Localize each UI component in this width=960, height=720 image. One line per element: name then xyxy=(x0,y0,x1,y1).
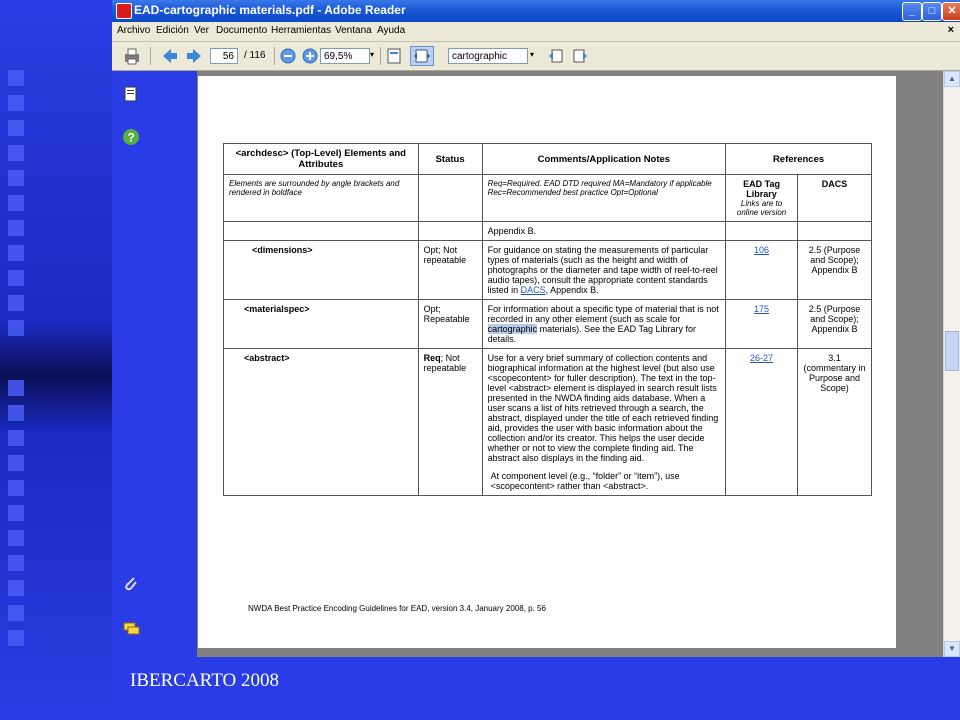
dacs-cell: 2.5 (Purpose and Scope); Appendix B xyxy=(798,241,872,300)
adobe-reader-icon xyxy=(116,3,132,19)
empty-cell xyxy=(798,222,872,241)
decor-square xyxy=(8,630,24,646)
menu-documento[interactable]: Documento xyxy=(216,25,268,36)
toolbar-separator xyxy=(274,47,275,65)
ead-ref-link[interactable]: 175 xyxy=(754,304,770,314)
ead-tag-library-header xyxy=(726,175,798,222)
maximize-button[interactable]: □ xyxy=(922,2,942,21)
dacs-cell: 2.5 (Purpose and Scope); Appendix B xyxy=(798,300,872,349)
scroll-down-icon[interactable]: ▼ xyxy=(944,641,960,657)
dacs-header: DACS xyxy=(798,175,872,222)
decor-square xyxy=(8,480,24,496)
decor-square xyxy=(8,245,24,261)
menu-edicion[interactable]: Edición xyxy=(156,25,189,36)
search-input[interactable]: cartographic xyxy=(448,48,528,64)
decor-square xyxy=(8,580,24,596)
search-dropdown-icon[interactable]: ▾ xyxy=(530,50,535,59)
zoom-in-icon[interactable] xyxy=(300,46,320,66)
decor-square xyxy=(8,270,24,286)
decor-square xyxy=(8,505,24,521)
element-name: <abstract> xyxy=(224,349,419,496)
close-document-icon[interactable]: × xyxy=(947,24,954,36)
elements-note: Elements are surrounded by angle brackets and rendered in boldface xyxy=(224,175,419,222)
comments-text: , Appendix B. xyxy=(545,285,599,295)
search-highlight: cartographic xyxy=(487,324,538,334)
guidelines-table xyxy=(223,143,872,496)
ead-ref-cell xyxy=(726,349,798,496)
scroll-up-icon[interactable]: ▲ xyxy=(944,71,960,87)
find-previous-icon[interactable] xyxy=(546,46,566,66)
comments-text: At component level (e.g., “folder” or “item”), use <scopecontent> rather than <abstract>. xyxy=(490,471,680,491)
decor-square xyxy=(8,295,24,311)
decor-square xyxy=(8,320,24,336)
comments-icon[interactable] xyxy=(122,620,140,638)
decor-square xyxy=(8,95,24,111)
pdf-page-footer: NWDA Best Practice Encoding Guidelines for EAD, version 3.4, January 2008, p. 56 xyxy=(248,604,546,613)
attachments-icon[interactable] xyxy=(122,575,140,593)
decor-square xyxy=(8,170,24,186)
ead-ref-cell xyxy=(726,300,798,349)
ead-ref-cell xyxy=(726,241,798,300)
element-name: <materialspec> xyxy=(224,300,419,349)
dacs-cell: 3.1 (commentary in Purpose and Scope) xyxy=(798,349,872,496)
close-button[interactable]: ✕ xyxy=(942,2,960,21)
vertical-scrollbar[interactable] xyxy=(943,71,960,657)
menu-archivo[interactable]: Archivo xyxy=(117,25,151,36)
decor-square xyxy=(8,405,24,421)
comments-cell xyxy=(482,349,726,496)
decor-square xyxy=(8,555,24,571)
pages-icon[interactable] xyxy=(122,85,140,103)
decor-square xyxy=(8,605,24,621)
zoom-input[interactable]: 69,5% xyxy=(320,48,370,64)
empty-cell xyxy=(418,175,482,222)
table-row xyxy=(224,241,872,300)
decor-square xyxy=(8,120,24,136)
comments-text: For guidance on stating the measurements of particular types of materials (such as the height and width of photographs or the diameter and tape width of reel-to-reel audio tapes), consult the appropriate content standards listed in xyxy=(487,245,718,295)
svg-text:?: ? xyxy=(127,130,135,145)
toolbar xyxy=(112,42,960,71)
decor-square xyxy=(8,145,24,161)
menu-herramientas[interactable]: Herramientas xyxy=(271,25,332,36)
previous-page-icon[interactable] xyxy=(160,46,180,66)
status-cell xyxy=(418,349,482,496)
table-row xyxy=(224,222,872,241)
window-title: EAD-cartographic materials.pdf - Adobe Reader xyxy=(134,3,406,17)
element-name: <dimensions> xyxy=(224,241,419,300)
title-bar xyxy=(112,0,960,22)
decor-square xyxy=(8,430,24,446)
empty-cell xyxy=(224,222,419,241)
ead-tag-library-label: EAD Tag Library xyxy=(743,179,780,199)
page-total: / 116 xyxy=(244,50,266,61)
empty-cell xyxy=(418,222,482,241)
status-required: Req xyxy=(423,353,441,363)
fit-page-icon[interactable] xyxy=(384,46,404,66)
zoom-out-icon[interactable] xyxy=(278,46,298,66)
menu-ver[interactable]: Ver xyxy=(194,25,210,36)
comments-cell xyxy=(482,241,726,300)
status-cell: Opt; Repeatable xyxy=(418,300,482,349)
table-row xyxy=(224,300,872,349)
comments-text: For information about a specific type of material that is not recorded in any other element (such as scale for xyxy=(487,304,719,324)
toolbar-separator xyxy=(380,47,381,65)
menu-ventana[interactable]: Ventana xyxy=(335,25,372,36)
table-header-row xyxy=(224,144,872,175)
header-elements: <archdesc> (Top-Level) Elements and Attributes xyxy=(224,144,419,175)
toolbar-separator xyxy=(150,47,151,65)
page-number-input[interactable]: 56 xyxy=(210,48,238,64)
decor-square xyxy=(8,530,24,546)
print-icon[interactable] xyxy=(122,46,142,66)
decor-square xyxy=(8,70,24,86)
table-subheader-row xyxy=(224,175,872,222)
menu-ayuda[interactable]: Ayuda xyxy=(377,25,406,36)
header-references: References xyxy=(726,144,872,175)
navigation-panel xyxy=(112,71,197,657)
ead-ref-link[interactable]: 26-27 xyxy=(750,353,774,363)
empty-cell xyxy=(726,222,798,241)
zoom-dropdown-icon[interactable]: ▾ xyxy=(370,50,375,59)
dacs-link[interactable]: DACS xyxy=(520,285,546,295)
decor-square xyxy=(8,195,24,211)
decor-square xyxy=(8,220,24,236)
scroll-thumb[interactable] xyxy=(945,331,959,371)
header-status: Status xyxy=(418,144,482,175)
decor-square xyxy=(8,455,24,471)
comments-text: materials). See the EAD Tag Library for details. xyxy=(487,324,697,344)
menu-bar xyxy=(112,22,960,42)
header-comments: Comments/Application Notes xyxy=(482,144,726,175)
slide-footer: IBERCARTO 2008 xyxy=(130,670,279,691)
continuation-text: Appendix B. xyxy=(482,222,726,241)
comments-note: Req=Required. EAD DTD required MA=Mandatory if applicable Rec=Recommended best practice Opt=Optional xyxy=(482,175,726,222)
table-row xyxy=(224,349,872,496)
fit-width-icon[interactable] xyxy=(410,46,434,66)
next-page-icon[interactable] xyxy=(184,46,204,66)
comments-text: Use for a very brief summary of collection contents and biographical information at the highest level (but also use <scopecontent> for fuller description). The text in the top-level <abstract> element is displayed in search result lists presented in the NWDA finding aids database. When a user scans a list of hits retrieved through a search, the abstract, displayed under the title of each retrieved finding aid, provides the user with basic information about the collection and/or its creator. This helps the user decide whether or not to view the complete finding aid. The abstract also displays in the finding aid. xyxy=(487,353,719,463)
decor-square xyxy=(8,380,24,396)
status-cell: Opt; Not repeatable xyxy=(418,241,482,300)
ead-ref-link[interactable]: 106 xyxy=(754,245,770,255)
help-icon[interactable] xyxy=(122,128,140,146)
comments-cell xyxy=(482,300,726,349)
minimize-button[interactable]: _ xyxy=(902,2,922,21)
find-next-icon[interactable] xyxy=(570,46,590,66)
status-text: ; Not repeatable xyxy=(423,353,467,373)
ead-tag-library-note: Links are to online version xyxy=(736,199,787,217)
